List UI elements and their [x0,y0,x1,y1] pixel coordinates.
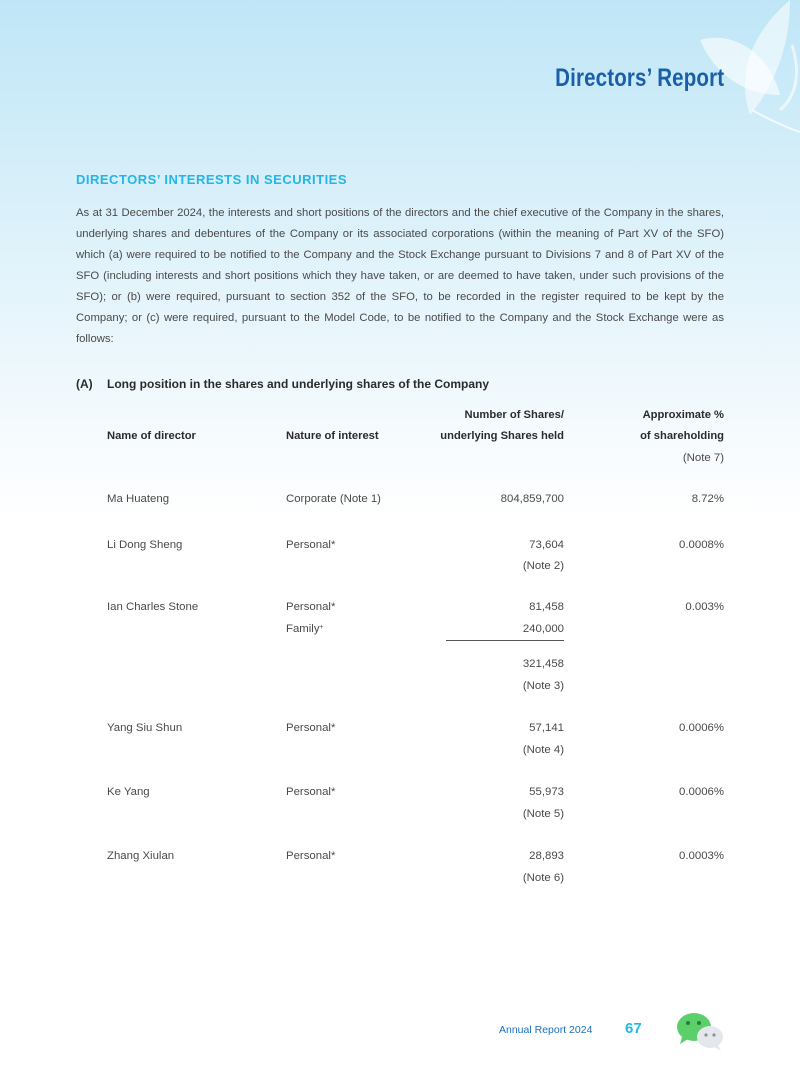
row-nature: Personal* [286,786,336,798]
section-heading: DIRECTORS’ INTERESTS IN SECURITIES [76,172,348,187]
page-title: Directors’ Report [554,64,724,92]
header-nature: Nature of interest [286,430,379,442]
subsection-title: Long position in the shares and underlying shares of the Company [107,377,490,391]
personal-marker: * [330,722,336,734]
row-note: (Note 6) [522,872,564,884]
row-nature: Personal* [286,601,336,613]
header-pct-line2: of shareholding [640,430,724,442]
row-name: Ke Yang [107,786,150,798]
header-name: Name of director [107,430,196,442]
row-pct: 0.0006% [679,722,724,734]
intro-paragraph: As at 31 December 2024, the interests and short positions of the directors and the chief executive of the Company in the shares, underlying shares and debentures of the Company or its associated corporations (within the meaning of Part XV of the SFO) which (a) were required to be notified to the Company and the Stock Exchange pursuant to Divisions 7 and 8 of Part XV of the SFO (including interests and short positions which they have taken, or are deemed to have taken, under such provisions of the SFO); or (b) were required, pursuant to section 352 of the SFO, to be recorded in the register required to be kept by the Company; or (c) were required, pursuant to the Model Code, to be notified to the Company and the Stock Exchange were as follows: [76,207,724,345]
family-marker: + [319,624,324,631]
personal-marker: * [330,786,336,798]
row-nature: Personal* [286,539,336,551]
row-name: Zhang Xiulan [107,850,175,862]
row-nature: Personal* [286,850,336,862]
row-shares: 55,973 [529,786,564,798]
row-pct: 0.0008% [679,539,724,551]
header-shares-line1: Number of Shares/ [464,409,564,421]
footer-label: Annual Report 2024 [499,1024,593,1036]
subsection-letter: (A) [76,377,93,391]
row-shares: 28,893 [529,850,564,862]
row-shares-total: 321,458 [522,658,564,670]
row-pct: 0.003% [685,601,724,613]
row-note: (Note 4) [522,744,564,756]
row-name: Ian Charles Stone [107,601,199,613]
header-pct-note: (Note 7) [682,452,724,464]
wechat-logo-icon [674,1010,726,1052]
row-nature: Personal* [286,722,336,734]
row-shares: 804,859,700 [500,493,564,505]
header-shares-line2: underlying Shares held [440,430,564,442]
subtotal-rule [446,640,564,641]
row-name: Yang Siu Shun [107,722,183,734]
row-name: Li Dong Sheng [107,539,183,551]
row-nature-secondary: Family+ [286,623,324,635]
personal-marker: * [330,850,336,862]
header-pct-line1: Approximate % [642,409,724,421]
row-name: Ma Huateng [107,493,170,505]
row-note: (Note 5) [522,808,564,820]
row-pct: 0.0006% [679,786,724,798]
row-note: (Note 2) [522,560,564,572]
row-pct: 8.72% [691,493,724,505]
row-shares-secondary: 240,000 [522,623,564,635]
page-number: 67 [625,1020,642,1037]
row-shares: 57,141 [529,722,564,734]
subsection-heading [76,377,489,391]
row-shares: 81,458 [529,601,564,613]
personal-marker: * [330,539,336,551]
row-note: (Note 3) [522,680,564,692]
row-shares: 73,604 [529,539,564,551]
row-pct: 0.0003% [679,850,724,862]
row-nature: Corporate (Note 1) [286,493,381,505]
personal-marker: * [330,601,336,613]
